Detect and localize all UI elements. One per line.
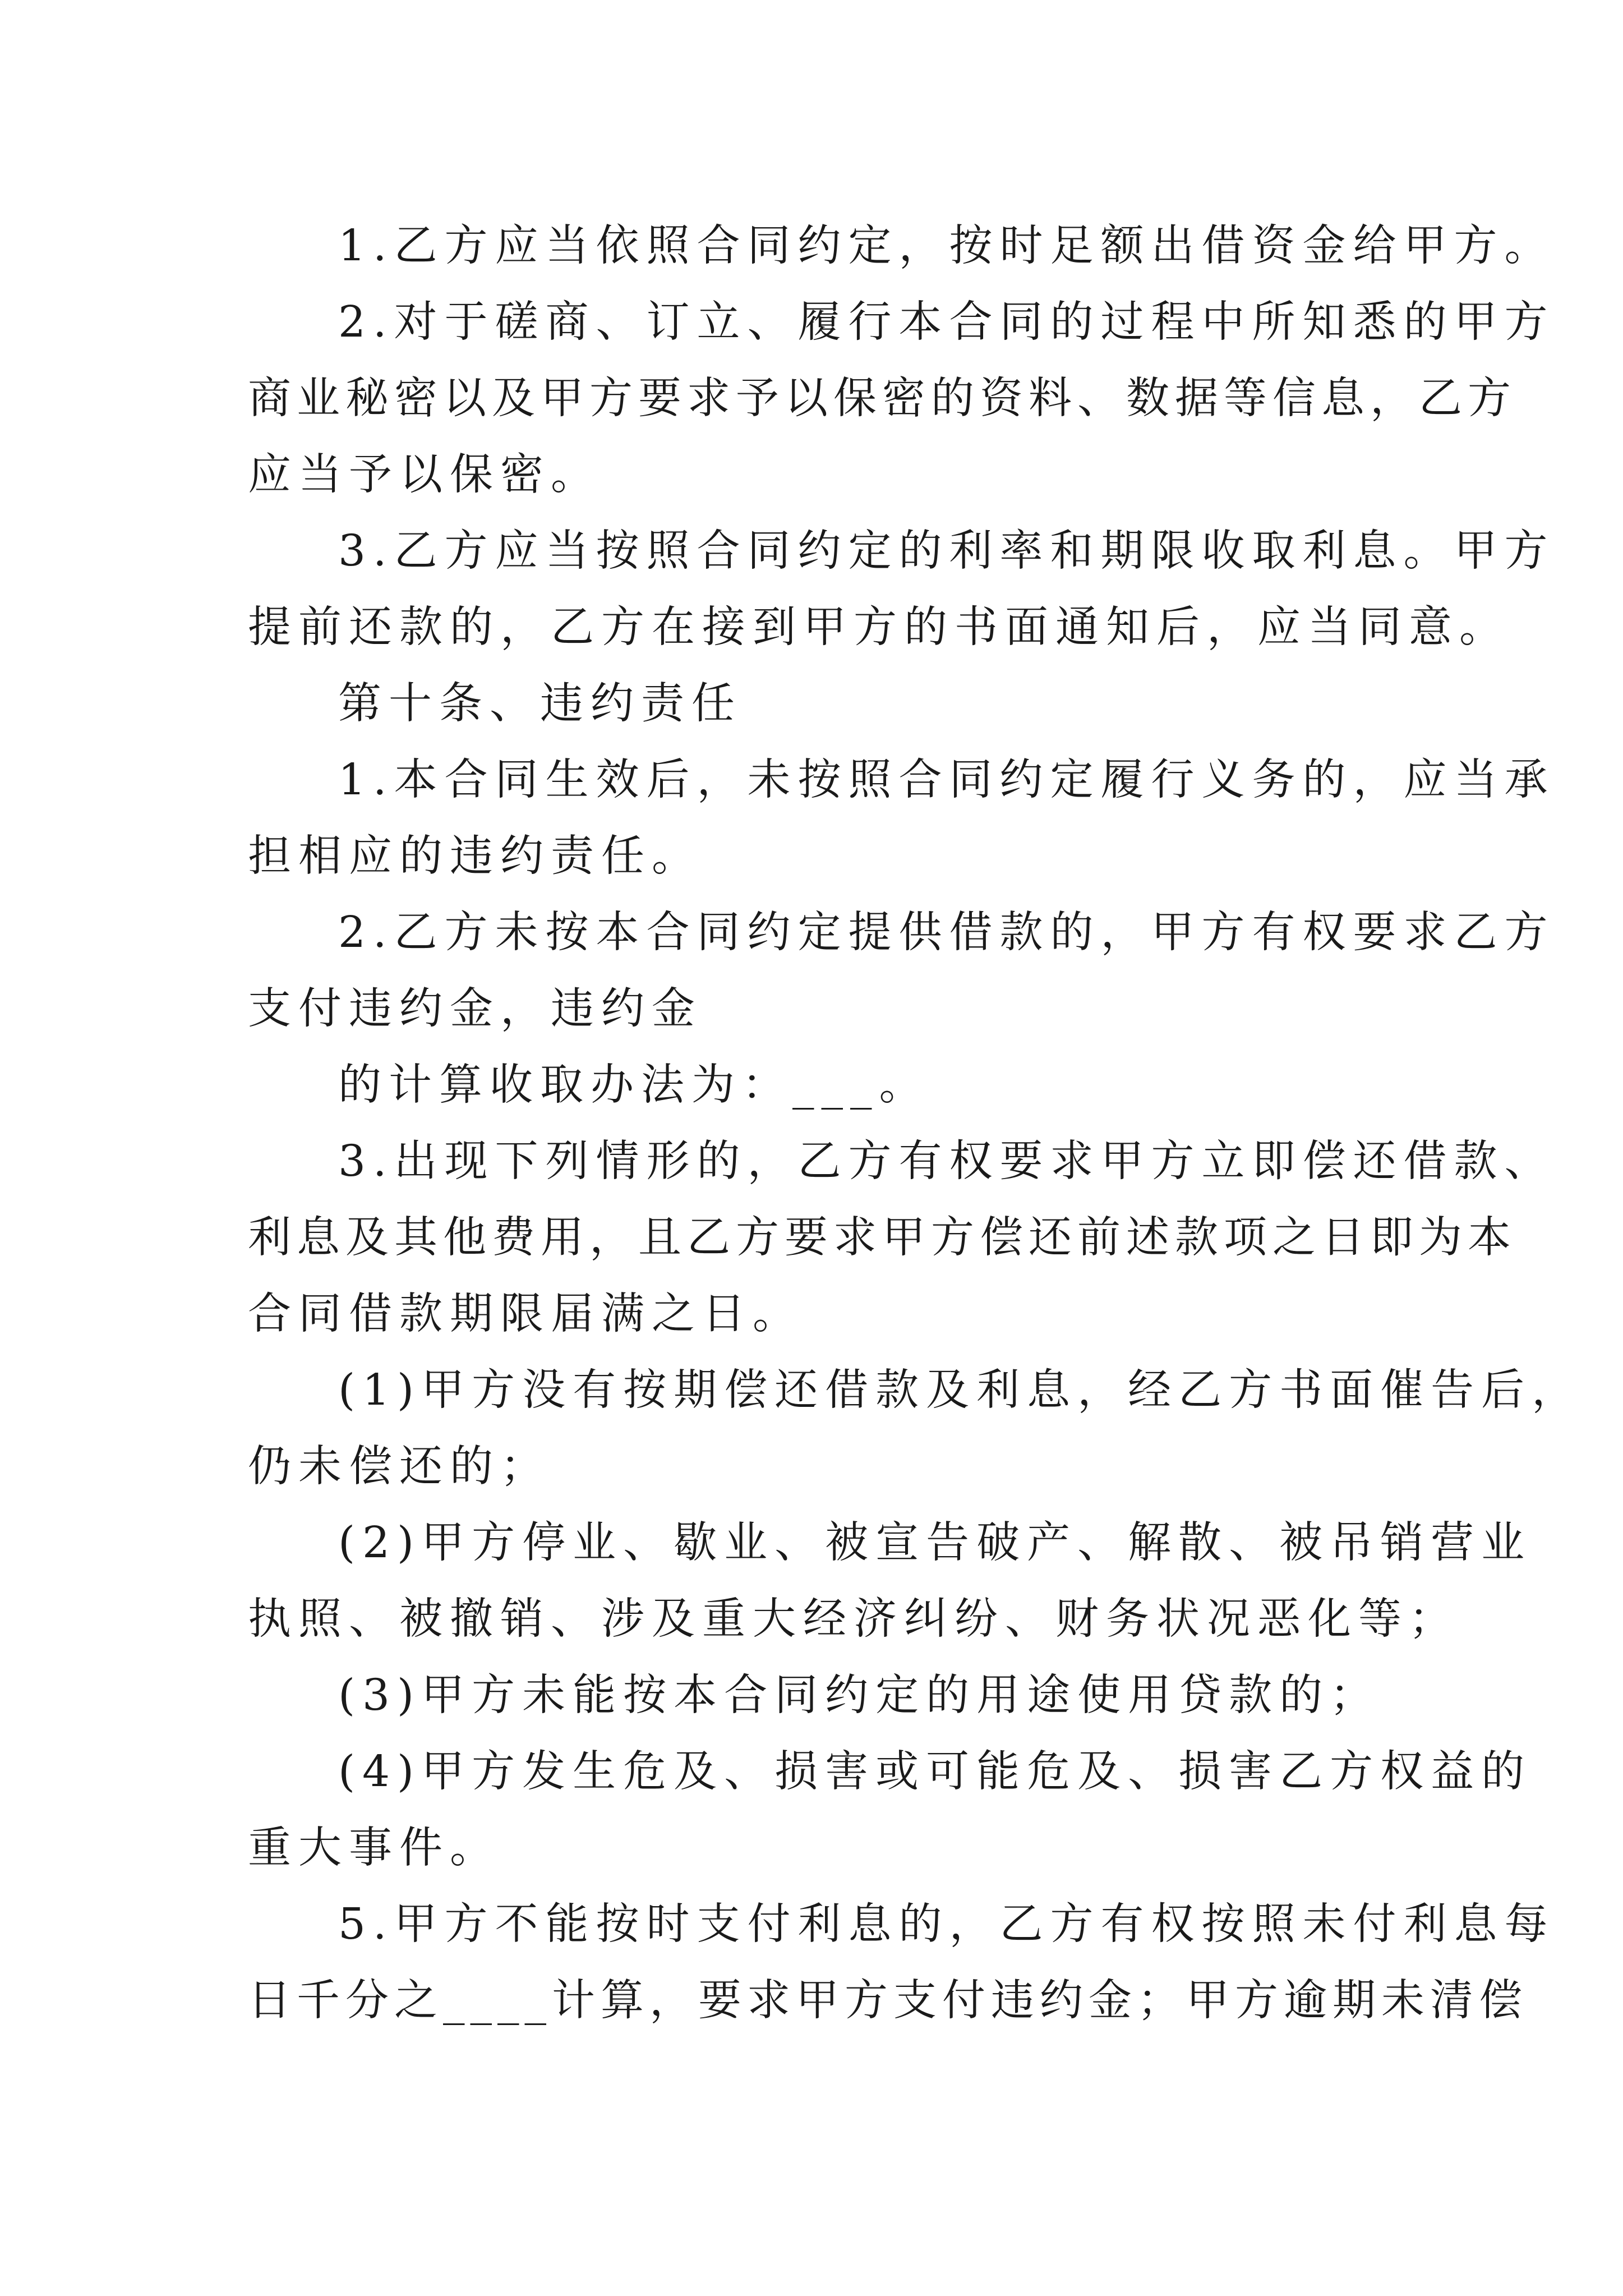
clause-10-item-5-line-2: 日千分之____计算，要求甲方支付违约金；甲方逾期未清偿 bbox=[248, 1976, 1528, 2026]
clause-10-item-1-line-1: 1.本合同生效后，未按照合同约定履行义务的，应当承 bbox=[338, 755, 1555, 805]
section-heading-article-10: 第十条、违约责任 bbox=[338, 679, 742, 729]
clause-10-item-3-line-2: 利息及其他费用，且乙方要求甲方偿还前述款项之日即为本 bbox=[248, 1213, 1516, 1263]
sub-item-3: (3)甲方未能按本合同约定的用途使用贷款的； bbox=[338, 1671, 1381, 1720]
sub-item-4-line-2: 重大事件。 bbox=[248, 1823, 500, 1873]
sub-item-1-line-1: (1)甲方没有按期偿还借款及利息，经乙方书面催告后， bbox=[338, 1365, 1583, 1415]
clause-10-item-3-line-1: 3.出现下列情形的，乙方有权要求甲方立即偿还借款、 bbox=[338, 1137, 1555, 1186]
clause-9-item-2-line-2: 商业秘密以及甲方要求予以保密的资料、数据等信息，乙方 bbox=[248, 374, 1516, 424]
sub-item-4-line-1: (4)甲方发生危及、损害或可能危及、损害乙方权益的 bbox=[338, 1747, 1532, 1797]
clause-10-item-3-line-3: 合同借款期限届满之日。 bbox=[248, 1289, 803, 1339]
clause-10-item-2-line-2: 支付违约金，违约金 bbox=[248, 984, 702, 1034]
clause-9-item-1: 1.乙方应当依照合同约定，按时足额出借资金给甲方。 bbox=[338, 221, 1555, 271]
clause-9-item-3-line-1: 3.乙方应当按照合同约定的利率和期限收取利息。甲方 bbox=[338, 526, 1555, 576]
clause-10-item-2-line-1: 2.乙方未按本合同约定提供借款的，甲方有权要求乙方 bbox=[338, 908, 1555, 958]
clause-10-item-5-line-1: 5.甲方不能按时支付利息的，乙方有权按照未付利息每 bbox=[338, 1899, 1555, 1949]
clause-10-item-2-line-3: 的计算收取办法为：___。 bbox=[338, 1060, 930, 1110]
sub-item-2-line-2: 执照、被撤销、涉及重大经济纠纷、财务状况恶化等； bbox=[248, 1594, 1459, 1644]
clause-9-item-2-line-1: 2.对于磋商、订立、履行本合同的过程中所知悉的甲方 bbox=[338, 297, 1555, 347]
clause-9-item-3-line-2: 提前还款的，乙方在接到甲方的书面通知后，应当同意。 bbox=[248, 602, 1510, 652]
clause-9-item-2-line-3: 应当予以保密。 bbox=[248, 450, 601, 500]
clause-10-item-1-line-2: 担相应的违约责任。 bbox=[248, 831, 702, 881]
sub-item-1-line-2: 仍未偿还的； bbox=[248, 1442, 551, 1492]
sub-item-2-line-1: (2)甲方停业、歇业、被宣告破产、解散、被吊销营业 bbox=[338, 1518, 1532, 1568]
